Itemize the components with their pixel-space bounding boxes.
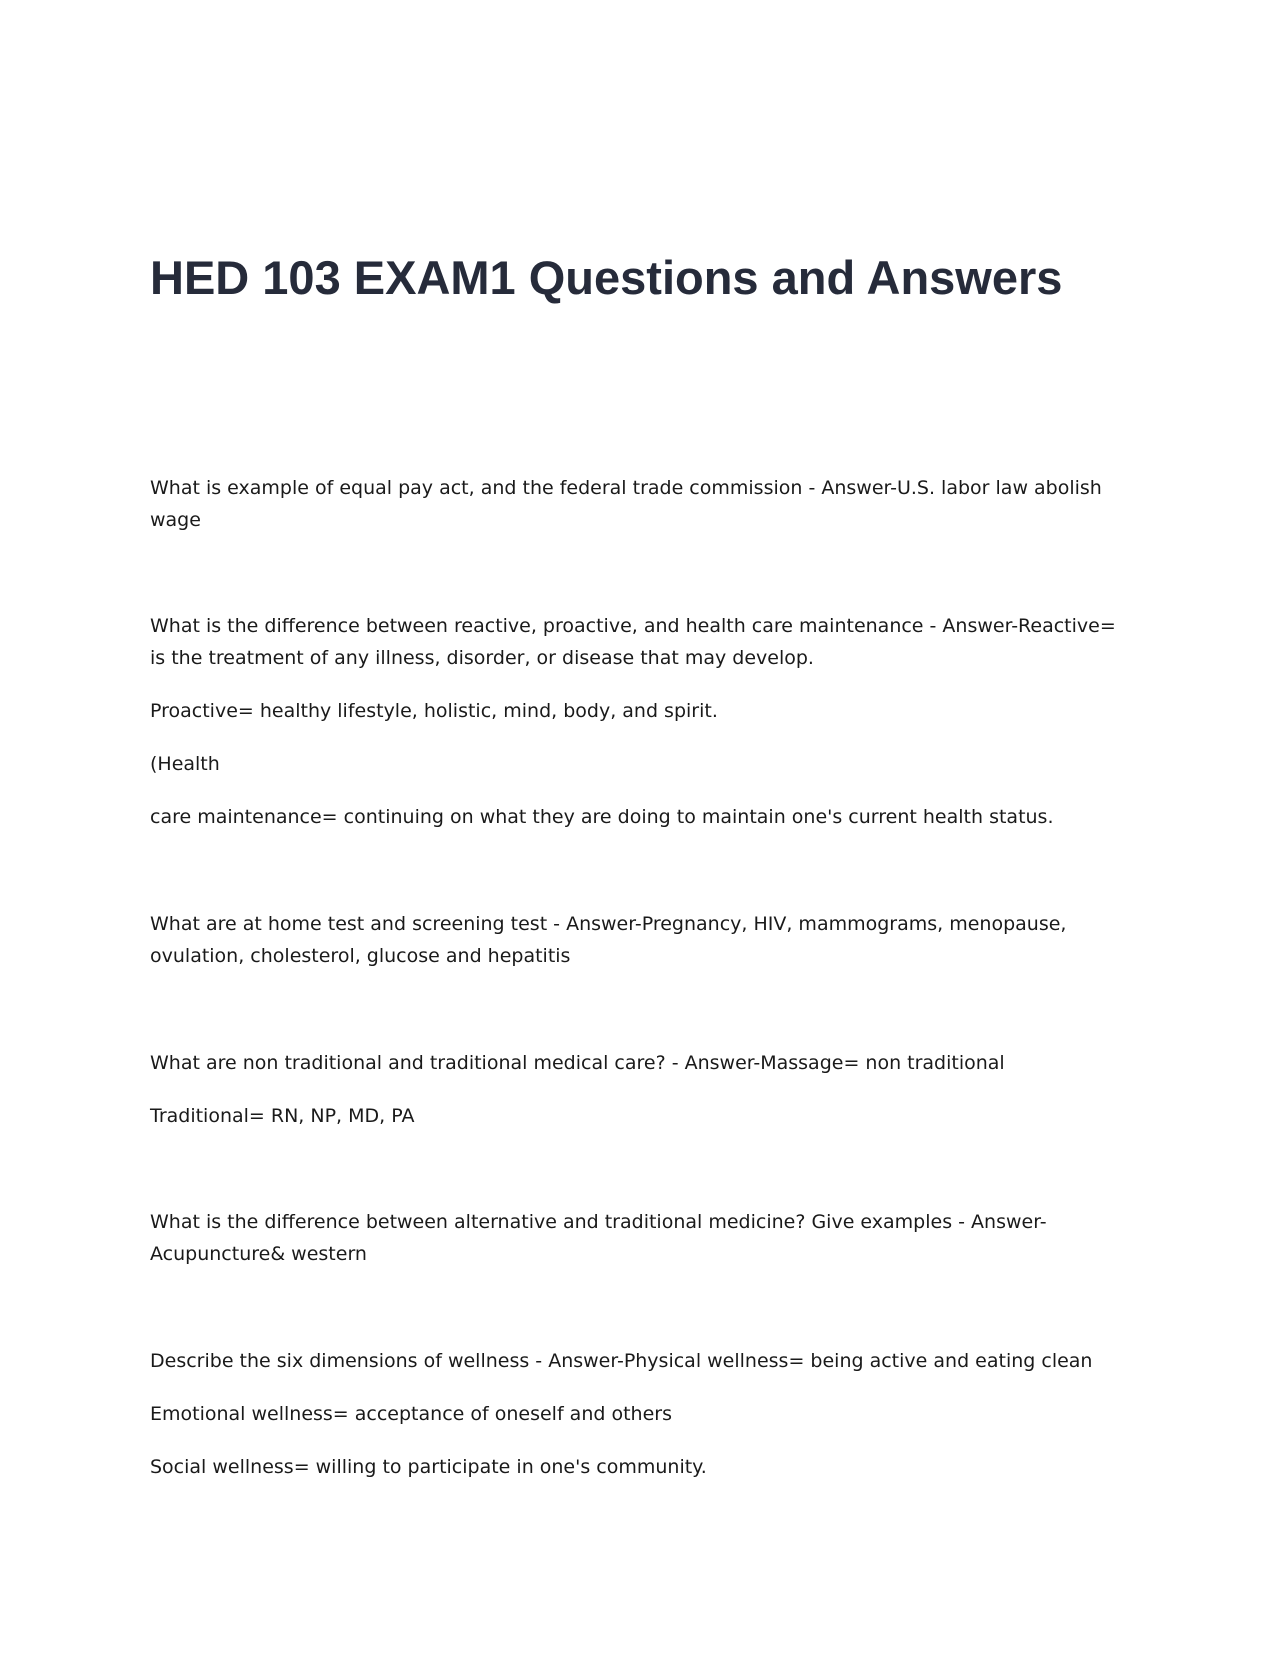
document-title: HED 103 EXAM1 Questions and Answers (150, 251, 1063, 304)
qa-paragraph: Emotional wellness= acceptance of oneself and others (150, 1403, 672, 1425)
qa-paragraph: Proactive= healthy lifestyle, holistic, mind, body, and spirit. (150, 700, 718, 722)
qa-paragraph: Traditional= RN, NP, MD, PA (150, 1105, 415, 1127)
qa-paragraph: What is example of equal pay act, and the federal trade commission - Answer-U.S. labor law abolish wage (150, 477, 1102, 531)
qa-paragraph: Describe the six dimensions of wellness - Answer-Physical wellness= being active and eating clean (150, 1350, 1093, 1372)
qa-paragraph: Social wellness= willing to participate in one's community. (150, 1456, 707, 1478)
qa-paragraph: What are at home test and screening test - Answer-Pregnancy, HIV, mammograms, menopause, ovulation, cholesterol, glucose and hepatitis (150, 913, 1067, 967)
qa-paragraph: care maintenance= continuing on what they are doing to maintain one's current health status. (150, 806, 1054, 828)
qa-paragraph: What is the difference between reactive, proactive, and health care maintenance - Answer-Reactive= is the treatment of any illness, disorder, or disease that may develop. (150, 615, 1116, 669)
qa-paragraph: What are non traditional and traditional medical care? - Answer-Massage= non traditional (150, 1052, 1005, 1074)
qa-paragraph: (Health (150, 753, 220, 775)
qa-paragraph: What is the difference between alternative and traditional medicine? Give examples - Answer-Acupuncture& western (150, 1211, 1047, 1265)
